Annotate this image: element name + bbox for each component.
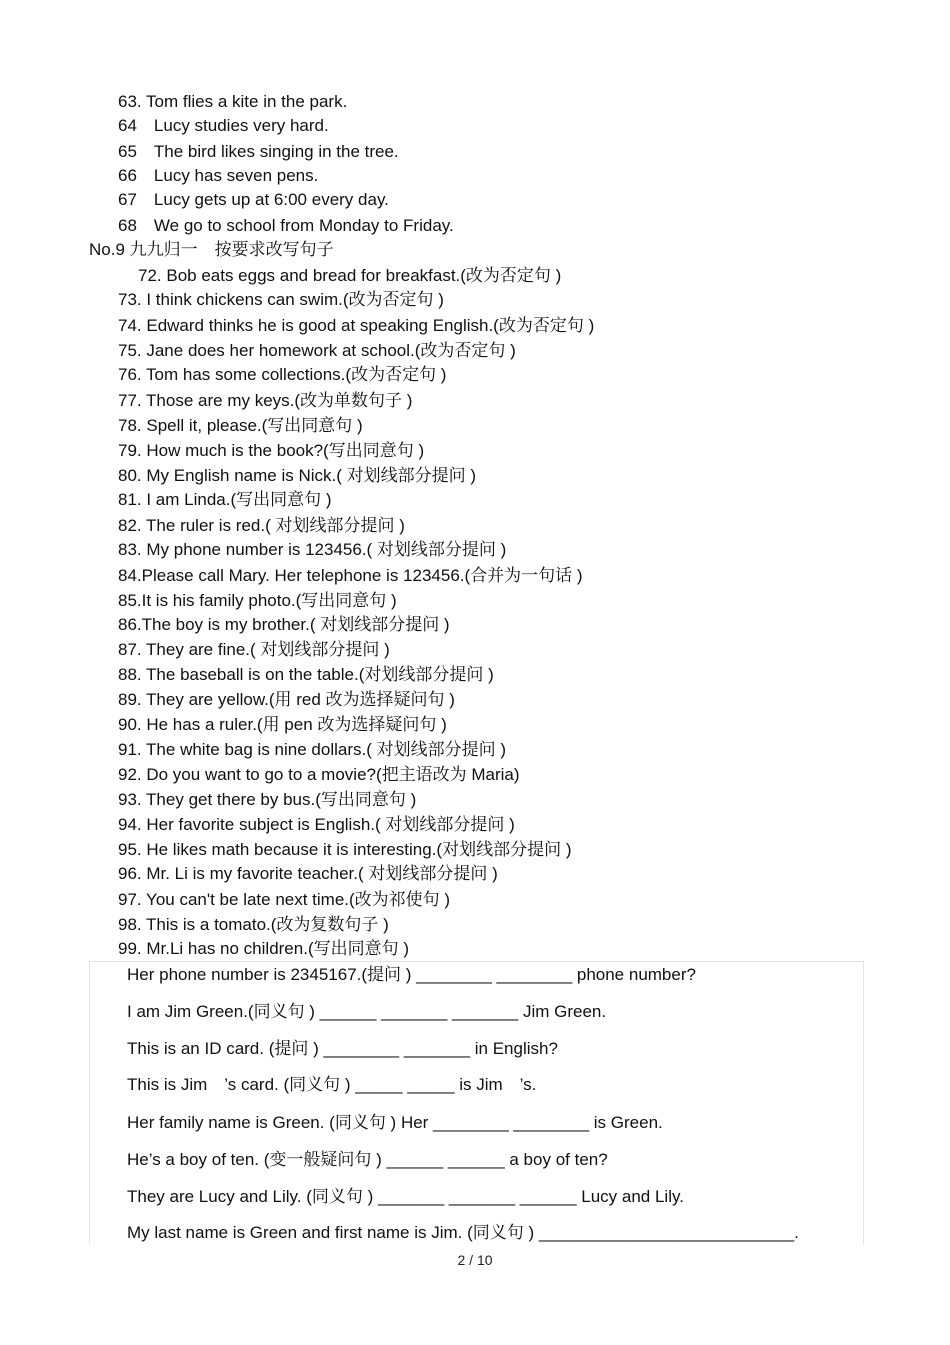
exercise-80: 80. My English name is Nick.( 对划线部分提问 ) bbox=[118, 466, 477, 485]
sentence-65: 65 The bird likes singing in the tree. bbox=[118, 142, 399, 161]
exercise-86: 86.The boy is my brother.( 对划线部分提问 ) bbox=[118, 615, 450, 634]
exercise-75: 75. Jane does her homework at school.(改为否定句 ) bbox=[118, 341, 516, 360]
exercise-99: 99. Mr.Li has no children.(写出同意句 ) bbox=[118, 939, 409, 958]
exercise-82: 82. The ruler is red.( 对划线部分提问 ) bbox=[118, 516, 405, 535]
sentence-66: 66 Lucy has seven pens. bbox=[118, 166, 319, 185]
exercise-78: 78. Spell it, please.(写出同意句 ) bbox=[118, 416, 363, 435]
box-exercise-7: They are Lucy and Lily. (同义句 ) _______ _______ ______ Lucy and Lily. bbox=[127, 1187, 684, 1206]
sentence-67: 67 Lucy gets up at 6:00 every day. bbox=[118, 190, 389, 209]
box-exercise-4: This is Jim ’s card. (同义句 ) _____ _____ is Jim ’s. bbox=[127, 1075, 537, 1094]
box-exercise-2: I am Jim Green.(同义句 ) ______ _______ _______ Jim Green. bbox=[127, 1002, 607, 1021]
box-exercise-8: My last name is Green and first name is Jim. (同义句 ) ___________________________. bbox=[127, 1223, 799, 1242]
exercise-93: 93. They get there by bus.(写出同意句 ) bbox=[118, 790, 417, 809]
exercise-90: 90. He has a ruler.(用 pen 改为选择疑问句 ) bbox=[118, 715, 447, 734]
exercise-96: 96. Mr. Li is my favorite teacher.( 对划线部分提问 ) bbox=[118, 864, 498, 883]
sentence-63: 63. Tom flies a kite in the park. bbox=[118, 92, 348, 111]
exercise-83: 83. My phone number is 123456.( 对划线部分提问 ) bbox=[118, 540, 507, 559]
sentence-64: 64 Lucy studies very hard. bbox=[118, 116, 329, 135]
section-heading: No.9 九九归一 按要求改写句子 bbox=[89, 240, 334, 259]
exercise-87: 87. They are fine.( 对划线部分提问 ) bbox=[118, 640, 390, 659]
exercise-76: 76. Tom has some collections.(改为否定句 ) bbox=[118, 365, 447, 384]
exercise-97: 97. You can't be late next time.(改为祁使句 ) bbox=[118, 890, 451, 909]
box-exercise-3: This is an ID card. (提问 ) ________ _______ in English? bbox=[127, 1039, 558, 1058]
exercise-98: 98. This is a tomato.(改为复数句子 ) bbox=[118, 915, 389, 934]
exercise-72: 72. Bob eats eggs and bread for breakfast.(改为否定句 ) bbox=[138, 266, 562, 285]
sentence-68: 68 We go to school from Monday to Friday. bbox=[118, 216, 454, 235]
exercise-79: 79. How much is the book?(写出同意句 ) bbox=[118, 441, 425, 460]
box-exercise-5: Her family name is Green. (同义句 ) Her ________ ________ is Green. bbox=[127, 1113, 663, 1132]
exercise-85: 85.It is his family photo.(写出同意句 ) bbox=[118, 591, 397, 610]
exercise-77: 77. Those are my keys.(改为单数句子 ) bbox=[118, 391, 413, 410]
exercise-95: 95. He likes math because it is interesting.(对划线部分提问 ) bbox=[118, 840, 572, 859]
exercise-94: 94. Her favorite subject is English.( 对划线部分提问 ) bbox=[118, 815, 515, 834]
exercise-84: 84.Please call Mary. Her telephone is 123456.(合并为一句话 ) bbox=[118, 566, 583, 585]
exercise-88: 88. The baseball is on the table.(对划线部分提问 ) bbox=[118, 665, 494, 684]
exercise-89: 89. They are yellow.(用 red 改为选择疑问句 ) bbox=[118, 690, 455, 709]
exercise-74: 74. Edward thinks he is good at speaking English.(改为否定句 ) bbox=[118, 316, 595, 335]
page-number: 2 / 10 bbox=[457, 1252, 493, 1268]
box-exercise-6: He’s a boy of ten. (变一般疑问句 ) ______ ______ a boy of ten? bbox=[127, 1150, 608, 1169]
exercise-92: 92. Do you want to go to a movie?(把主语改为 Maria) bbox=[118, 765, 520, 784]
exercise-73: 73. I think chickens can swim.(改为否定句 ) bbox=[118, 290, 444, 309]
exercise-81: 81. I am Linda.(写出同意句 ) bbox=[118, 490, 332, 509]
exercise-91: 91. The white bag is nine dollars.( 对划线部分提问 ) bbox=[118, 740, 506, 759]
box-exercise-1: Her phone number is 2345167.(提问 ) ________ ________ phone number? bbox=[127, 965, 696, 984]
